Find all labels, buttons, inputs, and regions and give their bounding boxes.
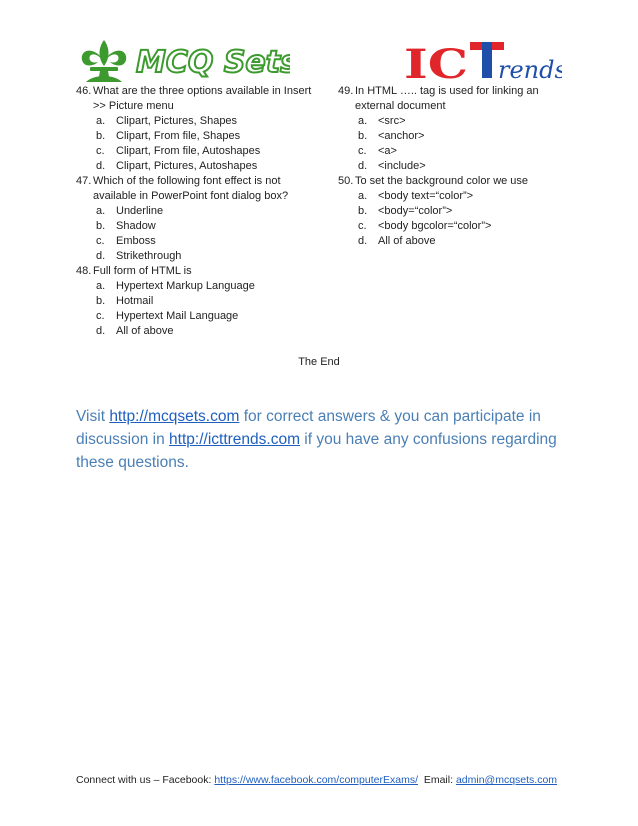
question-number: 48. xyxy=(76,265,92,277)
option-letter: a. xyxy=(358,190,368,202)
option-letter: b. xyxy=(96,295,106,307)
option xyxy=(338,129,568,144)
icttrends-link[interactable]: http://icttrends.com xyxy=(169,431,300,448)
option xyxy=(338,219,568,234)
option-text: Clipart, From file, Autoshapes xyxy=(116,145,261,157)
fleur-emblem-icon xyxy=(82,40,126,82)
option-letter: c. xyxy=(96,235,105,247)
the-end-label: The End xyxy=(298,356,340,368)
option-text: <a> xyxy=(378,145,397,157)
question-text: What are the three options available in Insert >> Picture menu xyxy=(93,85,312,112)
option xyxy=(76,159,326,174)
option-letter: a. xyxy=(96,280,106,292)
email-link[interactable]: admin@mcqsets.com xyxy=(455,774,558,786)
option xyxy=(76,129,326,144)
question-text: In HTML ….. tag is used for linking an external document xyxy=(355,85,539,112)
option-text: Emboss xyxy=(116,235,156,247)
option-text: Clipart, From file, Shapes xyxy=(116,130,241,142)
option-text: <body bgcolor=“color”> xyxy=(378,220,492,232)
mcq-sets-logo xyxy=(76,36,290,86)
option-text: Hypertext Markup Language xyxy=(116,280,255,292)
option xyxy=(338,189,568,204)
option-letter: a. xyxy=(96,115,106,127)
option xyxy=(76,294,326,309)
question-50 xyxy=(338,174,568,249)
option-letter: d. xyxy=(96,325,106,337)
questions-left-column xyxy=(76,84,326,339)
option-letter: a. xyxy=(358,115,368,127)
option-letter: b. xyxy=(358,205,368,217)
mcq-sets-logo-graphic xyxy=(76,36,290,86)
option-text: <body text=“color”> xyxy=(378,190,474,202)
option-text: Hypertext Mail Language xyxy=(116,310,239,322)
option-text: <include> xyxy=(378,160,426,172)
option xyxy=(338,159,568,174)
icttrends-logo xyxy=(404,40,562,82)
option-letter: d. xyxy=(96,160,106,172)
option-text: Clipart, Pictures, Autoshapes xyxy=(116,160,258,172)
option-letter: c. xyxy=(358,220,367,232)
option xyxy=(76,324,326,339)
question-number: 47. xyxy=(76,175,92,187)
footer-prefix: Connect with us – Facebook: xyxy=(76,774,215,786)
option-text: <body=“color”> xyxy=(378,205,453,217)
question-text: To set the background color we use xyxy=(355,175,529,187)
questions-right-column xyxy=(338,84,568,249)
option-text: Shadow xyxy=(116,220,156,232)
visit-middle: for correct answers & you can participate in discussion in xyxy=(76,408,541,448)
facebook-link[interactable]: https://www.facebook.com/computerExams/ xyxy=(214,774,418,786)
option-text: Strikethrough xyxy=(116,250,182,262)
mcqsets-link[interactable]: http://mcqsets.com xyxy=(109,408,240,425)
option xyxy=(76,219,326,234)
logo-right-rends: rends xyxy=(498,56,562,82)
option xyxy=(76,279,326,294)
visit-prefix: Visit xyxy=(76,408,110,425)
visit-suffix: if you have any confusions regarding these questions. xyxy=(76,431,557,471)
option xyxy=(76,144,326,159)
option-letter: d. xyxy=(358,160,368,172)
footer xyxy=(76,774,576,786)
option-text: <src> xyxy=(378,115,406,127)
question-text: Full form of HTML is xyxy=(93,265,192,277)
option-text: Underline xyxy=(116,205,164,217)
question-49 xyxy=(338,84,568,174)
question-47 xyxy=(76,174,326,264)
option xyxy=(338,204,568,219)
option-letter: b. xyxy=(358,130,368,142)
option xyxy=(76,309,326,324)
question-text: Which of the following font effect is not available in PowerPoint font dialog box? xyxy=(93,175,289,202)
option-text: All of above xyxy=(378,235,436,247)
footer-email-label: Email: xyxy=(418,774,456,786)
question-46 xyxy=(76,84,326,174)
option-letter: d. xyxy=(96,250,106,262)
option xyxy=(338,144,568,159)
option xyxy=(76,204,326,219)
question-number: 46. xyxy=(76,85,92,97)
icttrends-logo-graphic xyxy=(404,40,562,82)
question-number: 50. xyxy=(338,175,354,187)
option-letter: a. xyxy=(96,205,106,217)
option-letter: b. xyxy=(96,220,106,232)
option-text: All of above xyxy=(116,325,174,337)
logo-left-text: MCQ Sets xyxy=(136,45,290,80)
option-text: Clipart, Pictures, Shapes xyxy=(116,115,238,127)
question-number: 49. xyxy=(338,85,354,97)
option xyxy=(76,249,326,264)
option-letter: b. xyxy=(96,130,106,142)
option xyxy=(338,114,568,129)
option-text: <anchor> xyxy=(378,130,425,142)
option-letter: c. xyxy=(358,145,367,157)
option xyxy=(338,234,568,249)
question-48 xyxy=(76,264,326,339)
option xyxy=(76,234,326,249)
visit-paragraph xyxy=(76,405,566,474)
option xyxy=(76,114,326,129)
option-text: Hotmail xyxy=(116,295,154,307)
option-letter: c. xyxy=(96,145,105,157)
option-letter: d. xyxy=(358,235,368,247)
logo-right-ic: IC xyxy=(404,41,468,82)
option-letter: c. xyxy=(96,310,105,322)
